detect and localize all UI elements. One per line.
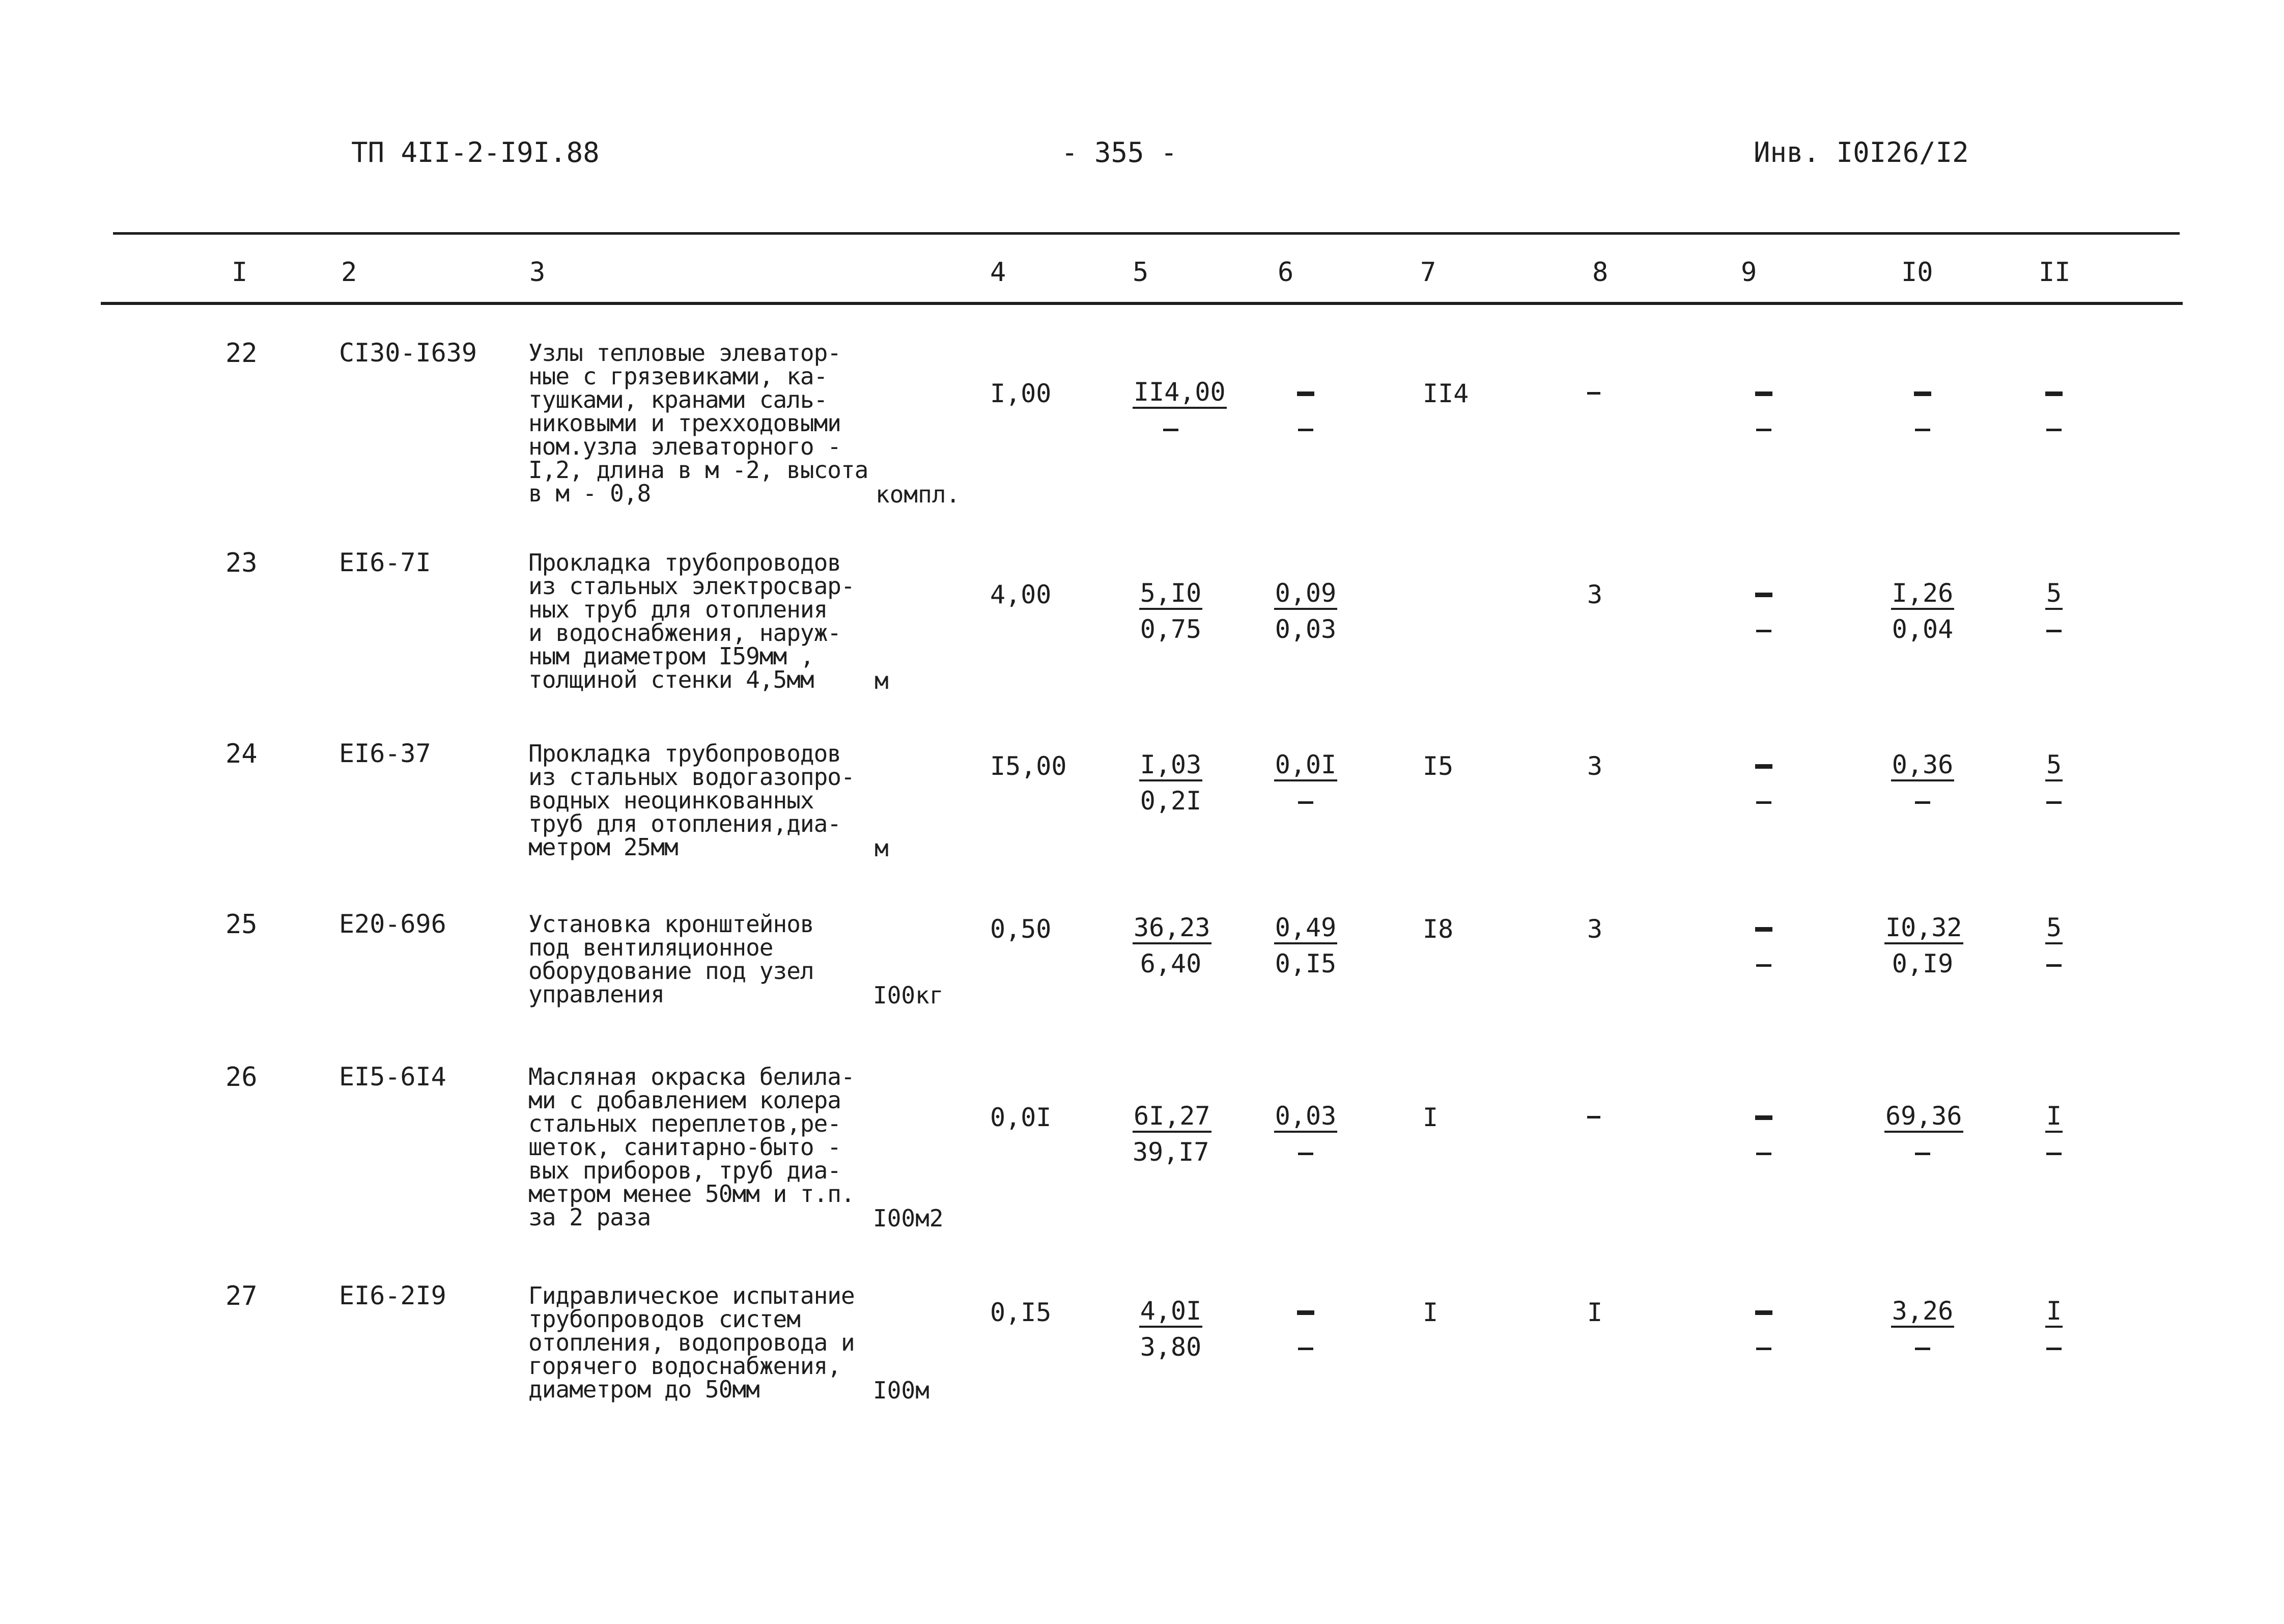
c6-numerator: 0,0I — [1274, 750, 1337, 781]
dash-mark — [2046, 1348, 2062, 1350]
column-header: 8 — [1592, 257, 1609, 288]
column-7-value: I — [1423, 1103, 1439, 1132]
c6-cell — [1267, 578, 1344, 645]
c11-numerator: 5 — [2045, 750, 2063, 781]
inventory-number: Инв. I0I26/I2 — [1754, 136, 1969, 169]
dash-mark — [1756, 1153, 1771, 1155]
c10-numerator: I0,32 — [1884, 913, 1963, 944]
row-number: 24 — [225, 739, 258, 769]
dash-mark — [1163, 429, 1178, 431]
dash-mark — [2045, 391, 2063, 396]
c6-denominator: 0,I5 — [1275, 949, 1337, 978]
work-description: Гидравлическое испытание трубопроводов систем отопления, водопровода и горячего водоснабжения, диаметром до 50мм — [528, 1282, 855, 1403]
c11-cell — [2016, 578, 2092, 645]
column-header: 7 — [1420, 257, 1436, 288]
column-8-value: 3 — [1587, 751, 1603, 781]
c6-numerator: 0,09 — [1274, 578, 1337, 610]
table-top-rule — [113, 232, 2180, 235]
quantity: I,00 — [990, 379, 1052, 408]
c10-numerator: 3,26 — [1891, 1296, 1954, 1328]
column-7-value: I5 — [1423, 751, 1454, 781]
c10-numerator: 69,36 — [1884, 1101, 1963, 1133]
norm-code: EI5-6I4 — [339, 1062, 446, 1091]
header-bottom-rule — [101, 302, 2183, 305]
column-header: I — [232, 257, 248, 288]
unit-of-measure: I00кг — [873, 982, 944, 1009]
column-header: 2 — [341, 257, 357, 288]
dash-mark — [1298, 1348, 1313, 1350]
c5-cell — [1133, 1101, 1209, 1168]
column-8-dash — [1587, 1116, 1600, 1118]
dash-mark — [1298, 429, 1313, 431]
column-8-value: I — [1587, 1298, 1603, 1327]
norm-code: EI6-2I9 — [339, 1281, 446, 1310]
c6-numerator: 0,49 — [1274, 913, 1337, 944]
c5-cell — [1133, 1296, 1209, 1363]
dash-mark — [2046, 630, 2062, 632]
c6-denominator: 0,03 — [1275, 614, 1337, 644]
c5-cell — [1133, 578, 1209, 645]
dash-mark — [1755, 593, 1772, 597]
c5-denominator: 0,2I — [1140, 786, 1202, 816]
c5-numerator: II4,00 — [1133, 377, 1227, 409]
c5-numerator: 5,I0 — [1139, 578, 1202, 610]
dash-mark — [1755, 1310, 1772, 1315]
quantity: 4,00 — [990, 580, 1052, 609]
dash-mark — [1756, 429, 1771, 431]
unit-of-measure: компл. — [876, 481, 961, 508]
quantity: 0,I5 — [990, 1298, 1052, 1327]
c11-cell — [2016, 377, 2092, 444]
unit-of-measure: м — [875, 667, 889, 694]
c10-cell — [1884, 377, 1961, 444]
c5-denominator: 0,75 — [1140, 614, 1202, 644]
c9-cell — [1726, 1296, 1802, 1363]
column-header: 5 — [1133, 257, 1149, 288]
c5-cell — [1133, 912, 1209, 979]
dash-mark — [1914, 391, 1931, 396]
c6-cell — [1267, 1101, 1344, 1168]
c11-cell — [2016, 1296, 2092, 1363]
c11-cell — [2016, 1101, 2092, 1168]
row-number: 26 — [225, 1062, 258, 1093]
c10-cell — [1884, 912, 1961, 979]
c9-cell — [1726, 912, 1802, 979]
column-8-value: 3 — [1587, 914, 1603, 944]
row-number: 27 — [225, 1281, 258, 1311]
dash-mark — [1756, 801, 1771, 804]
column-8-value: 3 — [1587, 580, 1603, 609]
c11-numerator: 5 — [2045, 913, 2063, 944]
quantity: 0,50 — [990, 914, 1052, 944]
c10-cell — [1884, 578, 1961, 645]
dash-mark — [1755, 1115, 1772, 1120]
c11-numerator: I — [2045, 1101, 2063, 1133]
c10-cell — [1884, 749, 1961, 817]
c10-denominator: 0,I9 — [1892, 949, 1954, 978]
c6-cell — [1267, 377, 1344, 444]
c11-numerator: I — [2045, 1296, 2063, 1328]
norm-code: CI30-I639 — [339, 338, 477, 368]
column-7-value: I — [1423, 1298, 1439, 1327]
c11-cell — [2016, 749, 2092, 817]
column-header: 9 — [1741, 257, 1757, 288]
work-description: Прокладка трубопроводов из стальных электросвар- ных труб для отопления и водоснабжения, наруж- ным диаметром I59мм , толщиной стенки 4,5мм — [528, 549, 855, 693]
row-number: 23 — [225, 548, 258, 578]
column-header: II — [2039, 257, 2071, 288]
c5-cell — [1133, 749, 1209, 817]
dash-mark — [1915, 801, 1930, 804]
c5-cell — [1133, 377, 1226, 444]
c10-cell — [1884, 1296, 1961, 1363]
dash-mark — [1755, 927, 1772, 932]
column-7-value: II4 — [1423, 379, 1469, 408]
column-7-value: I8 — [1423, 914, 1454, 944]
dash-mark — [1915, 1348, 1930, 1350]
c6-cell — [1267, 912, 1344, 979]
c5-denominator: 3,80 — [1140, 1332, 1202, 1362]
column-header: 4 — [990, 257, 1006, 288]
column-header: I0 — [1901, 257, 1933, 288]
norm-code: EI6-37 — [339, 739, 431, 768]
quantity: 0,0I — [990, 1103, 1052, 1132]
c6-cell — [1267, 749, 1344, 817]
page-number: - 355 - — [1061, 136, 1177, 169]
c5-numerator: 6I,27 — [1133, 1101, 1211, 1133]
work-description: Прокладка трубопроводов из стальных водогазопро- водных неоцинкованных труб для отопления,диа- метром 25мм — [528, 740, 855, 861]
dash-mark — [2046, 1153, 2062, 1155]
dash-mark — [1756, 630, 1771, 632]
dash-mark — [1755, 764, 1772, 769]
c10-denominator: 0,04 — [1892, 614, 1954, 644]
norm-code: E20-696 — [339, 909, 446, 939]
column-header: 3 — [529, 257, 546, 288]
work-description: Узлы тепловые элеватор- ные с грязевиками, ка- тушками, кранами саль- никовыми и трехходовыми ном.узла элеваторного - I,2, длина в м -2, высота в м - 0,8 — [528, 339, 868, 507]
dash-mark — [1756, 964, 1771, 967]
row-number: 22 — [225, 338, 258, 369]
dash-mark — [2046, 964, 2062, 967]
c9-cell — [1726, 377, 1802, 444]
unit-of-measure: I00м2 — [873, 1205, 944, 1232]
dash-mark — [1756, 1348, 1771, 1350]
c9-cell — [1726, 1101, 1802, 1168]
dash-mark — [2046, 801, 2062, 804]
c9-cell — [1726, 578, 1802, 645]
work-description: Установка кронштейнов под вентиляционное оборудование под узел управления — [528, 910, 814, 1008]
column-header: 6 — [1278, 257, 1294, 288]
quantity: I5,00 — [990, 751, 1067, 781]
c6-numerator: 0,03 — [1274, 1101, 1337, 1133]
c5-denominator: 6,40 — [1140, 949, 1202, 978]
c9-cell — [1726, 749, 1802, 817]
c5-numerator: 4,0I — [1139, 1296, 1202, 1328]
dash-mark — [1298, 1153, 1313, 1155]
unit-of-measure: I00м — [873, 1377, 929, 1404]
dash-mark — [1297, 391, 1314, 396]
dash-mark — [1297, 1310, 1314, 1315]
c10-cell — [1884, 1101, 1961, 1168]
unit-of-measure: м — [875, 834, 889, 862]
row-number: 25 — [225, 909, 258, 940]
c5-numerator: I,03 — [1139, 750, 1202, 781]
work-description: Масляная окраска белила- ми с добавлением колера стальных переплетов,ре- шеток, санитарно-быто - вых приборов, труб диа- метром менее 50мм и т.п. за 2 раза — [528, 1063, 855, 1231]
c10-numerator: I,26 — [1891, 578, 1954, 610]
document-code: ТП 4II-2-I9I.88 — [351, 136, 600, 169]
norm-code: EI6-7I — [339, 548, 431, 577]
dash-mark — [1298, 801, 1313, 804]
c11-cell — [2016, 912, 2092, 979]
dash-mark — [1915, 429, 1930, 431]
c11-numerator: 5 — [2045, 578, 2063, 610]
dash-mark — [2046, 429, 2062, 431]
c6-cell — [1267, 1296, 1344, 1363]
dash-mark — [1755, 391, 1772, 396]
c5-numerator: 36,23 — [1133, 913, 1211, 944]
dash-mark — [1915, 1153, 1930, 1155]
c5-denominator: 39,I7 — [1133, 1137, 1209, 1167]
c10-numerator: 0,36 — [1891, 750, 1954, 781]
column-8-dash — [1587, 392, 1600, 395]
